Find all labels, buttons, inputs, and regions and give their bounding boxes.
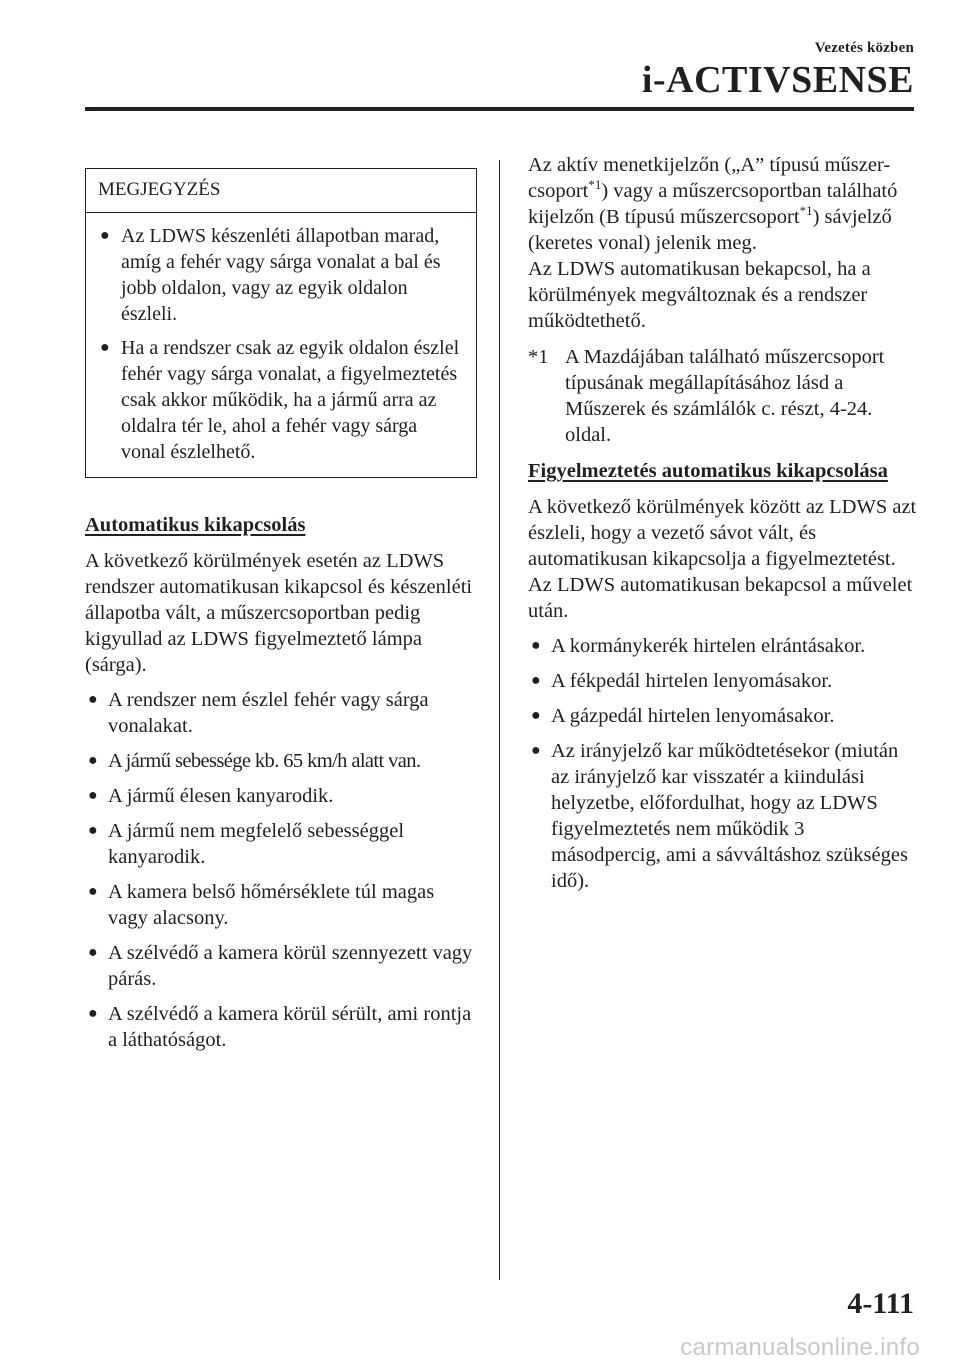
bullet-icon: ● bbox=[88, 822, 98, 839]
bullet-icon: ● bbox=[88, 787, 98, 804]
bullet-icon: ● bbox=[88, 752, 98, 769]
list-item-text: A rendszer nem észlel fehér vagy sárga vonalakat. bbox=[108, 689, 429, 737]
list-item bbox=[528, 738, 918, 894]
display-text-c: ) sávjelző (keretes vonal) jelenik meg. bbox=[528, 206, 892, 254]
note-box bbox=[85, 168, 477, 478]
bullet-icon: ● bbox=[531, 672, 541, 689]
note-title: MEGJEGYZÉS bbox=[86, 169, 476, 213]
list-item bbox=[85, 818, 477, 870]
note-list bbox=[86, 213, 476, 477]
warn-off-paragraph: A következő körülmények között az LDWS azt észleli, hogy a vezető sávot vált, és automatikusan kikapcsolja a figyelmeztetést. bbox=[528, 496, 917, 570]
footnote-ref: *1 bbox=[799, 203, 813, 219]
footnote bbox=[528, 344, 918, 448]
section-title: Vezetés közben bbox=[814, 40, 914, 56]
note-item bbox=[98, 335, 464, 465]
bullet-icon: ● bbox=[88, 691, 98, 708]
list-item bbox=[85, 748, 477, 774]
bullet-icon: ● bbox=[100, 227, 110, 244]
reactivate-paragraph: Az LDWS automatikusan bekapcsol, ha a körülmények megváltoznak és a rendszer működtethető. bbox=[528, 258, 871, 332]
note-item-text: Az LDWS készenléti állapotban marad, amíg a fehér vagy sárga vonalat a bal és jobb oldalon, vagy az egyik oldalon észleli. bbox=[121, 225, 441, 325]
bullet-icon: ● bbox=[100, 339, 110, 356]
note-item-text: Ha a rendszer csak az egyik oldalon észlel fehér vagy sárga vonalat, a figyelmeztetés csak akkor működik, ha a jármű arra az oldalra tér le, ahol a fehér vagy sárga vonal észlelhető. bbox=[121, 337, 460, 463]
list-item bbox=[85, 940, 477, 992]
list-item bbox=[85, 879, 477, 931]
header-rule bbox=[85, 107, 914, 111]
footnote-ref: *1 bbox=[588, 177, 602, 193]
list-item-text: A jármű sebessége kb. 65 km/h alatt van. bbox=[108, 750, 421, 772]
list-item-text: A kamera belső hőmérséklete túl magas vagy alacsony. bbox=[108, 881, 435, 929]
bullet-icon: ● bbox=[88, 944, 98, 961]
watermark: carmanualsonline.info bbox=[680, 1334, 920, 1361]
note-item bbox=[98, 223, 464, 327]
list-item-text: Az irányjelző kar működtetésekor (miután az irányjelző kar visszatér a kiindulási helyzetbe, előfordulhat, hogy az LDWS figyelmeztetés nem működik 3 másodpercig, ami a sávváltáshoz szükséges idő). bbox=[551, 740, 908, 892]
page-number: 4-111 bbox=[847, 1287, 914, 1320]
list-item-text: A gázpedál hirtelen lenyomásakor. bbox=[551, 705, 835, 727]
bullet-icon: ● bbox=[88, 883, 98, 900]
bullet-icon: ● bbox=[531, 707, 541, 724]
bullet-icon: ● bbox=[531, 637, 541, 654]
list-item-text: A jármű nem megfelelő sebességgel kanyarodik. bbox=[108, 820, 405, 868]
left-column bbox=[85, 168, 477, 1053]
list-item-text: A fékpedál hirtelen lenyomásakor. bbox=[551, 670, 833, 692]
chapter-title: i-ACTIVSENSE bbox=[641, 59, 914, 101]
warn-off-heading: Figyelmeztetés automatikus kikapcsolása bbox=[528, 460, 888, 482]
list-item-text: A kormánykerék hirtelen elrántásakor. bbox=[551, 635, 866, 657]
list-item-text: A jármű élesen kanyarodik. bbox=[108, 785, 334, 807]
list-item-text: A szélvédő a kamera körül szennyezett vagy párás. bbox=[108, 942, 473, 990]
bullet-icon: ● bbox=[88, 1005, 98, 1022]
list-item bbox=[528, 633, 918, 659]
auto-off-intro: A következő körülmények esetén az LDWS rendszer automatikusan kikapcsol és készenléti állapotba vált, a műszercsoportban pedig kigyullad az LDWS figyelmeztető lámpa (sárga). bbox=[85, 550, 473, 676]
display-text-a: Az aktív menetkijelzőn („A” típusú műszer-csoport bbox=[528, 154, 891, 202]
display-text-b: ) vagy a műszercsoportban található kijelzőn (B típusú műszercsoport bbox=[528, 180, 898, 228]
footnote-text: A Mazdájában található műszercsoport típusának megállapításához lásd a Műszerek és számlálók c. részt, 4-24. oldal. bbox=[565, 346, 885, 446]
right-column bbox=[528, 152, 918, 894]
list-item-text: A szélvédő a kamera körül sérült, ami rontja a láthatóságot. bbox=[108, 1003, 472, 1051]
list-item bbox=[85, 1001, 477, 1053]
auto-off-heading: Automatikus kikapcsolás bbox=[85, 514, 306, 536]
bullet-icon: ● bbox=[531, 742, 541, 759]
list-item bbox=[528, 703, 918, 729]
footnote-mark: *1 bbox=[528, 346, 549, 368]
display-paragraph bbox=[528, 152, 918, 256]
column-divider bbox=[499, 160, 500, 1280]
list-item bbox=[528, 668, 918, 694]
list-item bbox=[85, 687, 477, 739]
list-item bbox=[85, 783, 477, 809]
warn-off-paragraph-2: Az LDWS automatikusan bekapcsol a művelet után. bbox=[528, 574, 913, 622]
